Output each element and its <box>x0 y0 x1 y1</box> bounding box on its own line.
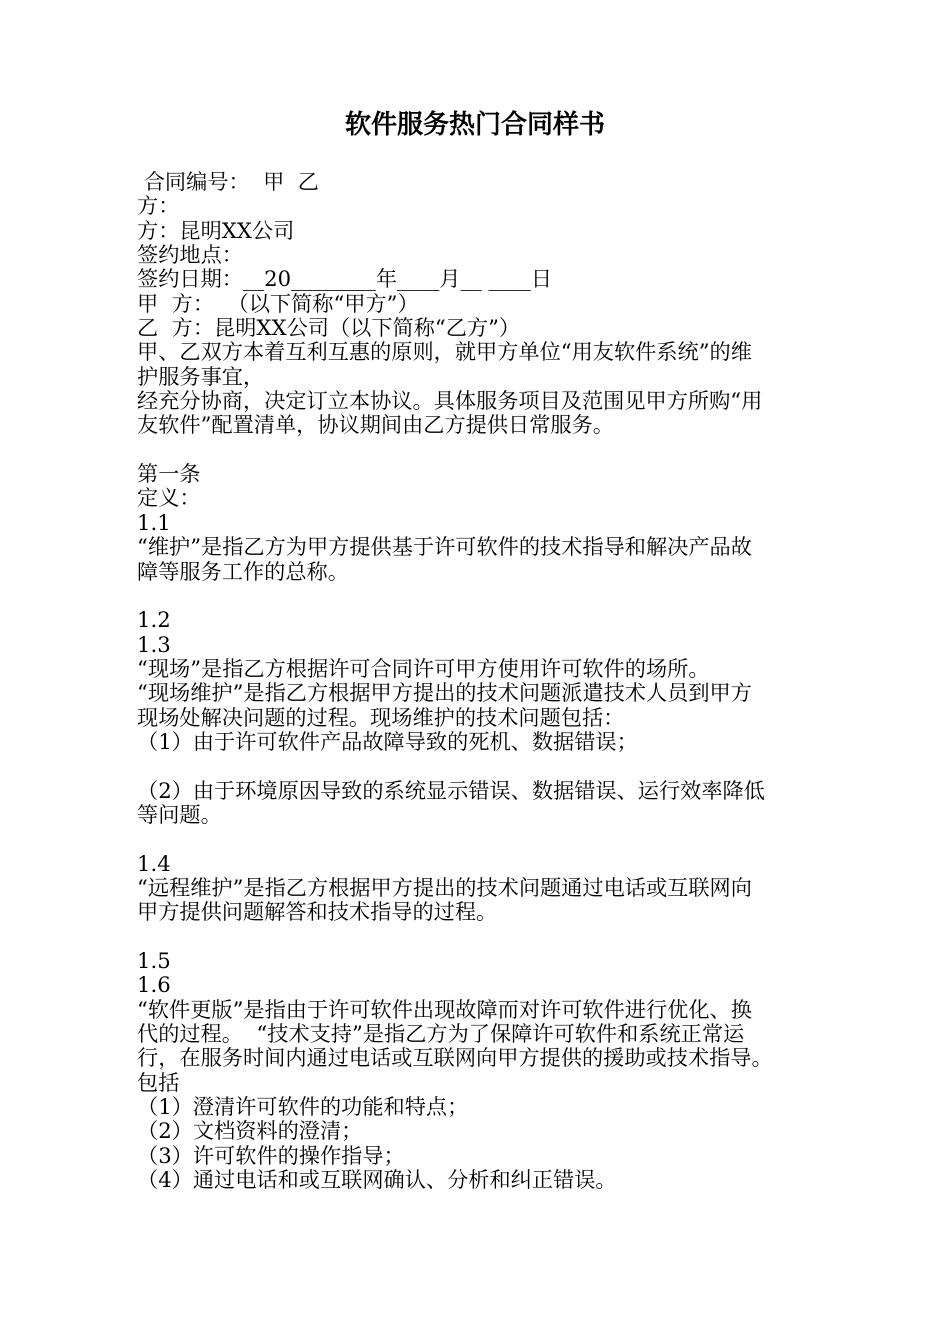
text-line: （4）通过电话和或互联网确认、分析和纠正错误。 <box>137 1167 617 1193</box>
text-line: 定义： <box>137 485 201 511</box>
text-line: （1）由于许可软件产品故障导致的死机、数据错误； <box>137 728 638 754</box>
text-line: 方：昆明XX公司 <box>137 217 295 243</box>
text-line: “远程维护”是指乙方根据甲方提出的技术问题通过电话或互联网向 <box>137 874 752 900</box>
text-line: 障等服务工作的总称。 <box>137 558 349 584</box>
text-line: 签约地点： <box>137 242 243 268</box>
text-line: 乙 方：昆明XX公司（以下简称“乙方”） <box>137 315 521 341</box>
text-line: “软件更版”是指由于许可软件出现故障而对许可软件进行优化、换 <box>137 996 752 1022</box>
document-body <box>137 170 817 1192</box>
text-line: 1.2 <box>137 607 171 633</box>
text-line: 1.3 <box>137 631 171 657</box>
text-line: 第一条 <box>137 461 201 487</box>
text-line: 甲、乙双方本着互利互惠的原则，就甲方单位“用友软件系统”的维 <box>137 339 752 365</box>
text-line: “现场维护”是指乙方根据甲方提出的技术问题派遣技术人员到甲方 <box>137 680 752 706</box>
text-line: 现场处解决问题的过程。现场维护的技术问题包括： <box>137 704 625 730</box>
text-line: “现场”是指乙方根据许可合同许可甲方使用许可软件的场所。 <box>137 655 710 681</box>
text-line: 1.1 <box>137 509 171 535</box>
text-line: 代的过程。 “技术支持”是指乙方为了保障许可软件和系统正常运 <box>137 1021 745 1047</box>
text-line: 经充分协商，决定订立本协议。具体服务项目及范围见甲方所购“用 <box>137 388 763 414</box>
text-line: 甲 方： （以下简称“甲方”） <box>137 290 419 316</box>
text-line: 合同编号： 甲 乙 <box>137 169 319 194</box>
text-line: （2）文档资料的澄清； <box>137 1118 363 1144</box>
text-line: （3）许可软件的操作指导； <box>137 1142 405 1168</box>
text-line: “维护”是指乙方为甲方提供基于许可软件的技术指导和解决产品故 <box>137 534 752 560</box>
text-line: 等问题。 <box>137 801 222 827</box>
text-line: （1）澄清许可软件的功能和特点； <box>137 1094 469 1120</box>
blank-line <box>137 438 817 462</box>
text-line: 签约日期：__20________年____月__ ____日 <box>137 266 553 292</box>
text-line: 友软件”配置清单，协议期间由乙方提供日常服务。 <box>137 412 614 438</box>
text-line: 1.6 <box>137 972 171 998</box>
text-line: 甲方提供问题解答和技术指导的过程。 <box>137 899 498 925</box>
blank-line <box>137 925 817 949</box>
text-line: 1.5 <box>137 948 171 973</box>
text-line: （2）由于环境原因导致的系统显示错误、数据错误、运行效率降低 <box>137 777 765 803</box>
blank-line <box>137 584 817 608</box>
document-title: 软件服务热门合同样书 <box>344 110 605 140</box>
blank-line <box>137 754 817 778</box>
text-line: 护服务事宜， <box>137 363 265 389</box>
text-line: 1.4 <box>137 850 171 876</box>
blank-line <box>137 827 817 851</box>
text-line: 包括 <box>137 1069 180 1095</box>
text-line: 行，在服务时间内通过电话或互联网向甲方提供的援助或技术指导。 <box>137 1045 773 1071</box>
text-line: 方： <box>137 193 180 219</box>
